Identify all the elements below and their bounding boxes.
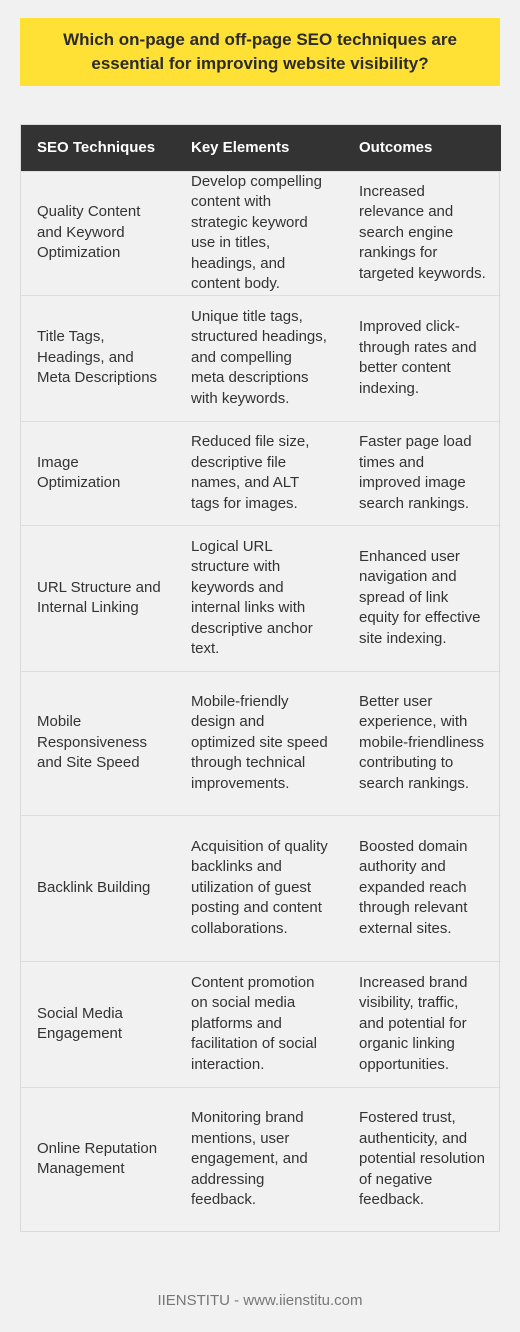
technique-cell: Quality Content and Keyword Optimization (21, 171, 175, 295)
technique-cell: Mobile Responsiveness and Site Speed (21, 671, 175, 815)
key-elements-cell: Unique title tags, structured headings, and compelling meta descriptions with keywords. (175, 295, 343, 421)
table-row (21, 171, 501, 295)
seo-techniques-table (20, 124, 500, 1232)
table-row (21, 295, 501, 421)
column-header-outcomes: Outcomes (343, 125, 501, 171)
technique-cell: Image Optimization (21, 421, 175, 525)
key-elements-cell: Content promotion on social media platforms and facilitation of social interaction. (175, 961, 343, 1087)
table-row (21, 421, 501, 525)
technique-cell: Online Reputation Management (21, 1087, 175, 1231)
key-elements-cell: Acquisition of quality backlinks and utilization of guest posting and content collaborations. (175, 815, 343, 961)
technique-cell: Backlink Building (21, 815, 175, 961)
technique-cell: Social Media Engagement (21, 961, 175, 1087)
key-elements-cell: Mobile-friendly design and optimized site speed through technical improvements. (175, 671, 343, 815)
outcomes-cell: Fostered trust, authenticity, and potential resolution of negative feedback. (343, 1087, 501, 1231)
technique-cell: URL Structure and Internal Linking (21, 525, 175, 671)
footer-credit: IIENSTITU - www.iienstitu.com (157, 1292, 363, 1309)
key-elements-cell: Monitoring brand mentions, user engagement, and addressing feedback. (175, 1087, 343, 1231)
table-header-row (21, 125, 501, 171)
table-row (21, 1087, 501, 1231)
key-elements-cell: Reduced file size, descriptive file names, and ALT tags for images. (175, 421, 343, 525)
outcomes-cell: Increased relevance and search engine rankings for targeted keywords. (343, 171, 501, 295)
outcomes-cell: Increased brand visibility, traffic, and potential for organic linking opportunities. (343, 961, 501, 1087)
outcomes-cell: Faster page load times and improved image search rankings. (343, 421, 501, 525)
technique-cell: Title Tags, Headings, and Meta Descriptions (21, 295, 175, 421)
outcomes-cell: Enhanced user navigation and spread of link equity for effective site indexing. (343, 525, 501, 671)
page-title: Which on-page and off-page SEO techniques are essential for improving website visibility? (20, 18, 500, 86)
table-row (21, 671, 501, 815)
key-elements-cell: Logical URL structure with keywords and internal links with descriptive anchor text. (175, 525, 343, 671)
outcomes-cell: Boosted domain authority and expanded reach through relevant external sites. (343, 815, 501, 961)
key-elements-cell: Develop compelling content with strategic keyword use in titles, headings, and content body. (175, 171, 343, 295)
table-row (21, 815, 501, 961)
outcomes-cell: Improved click-through rates and better content indexing. (343, 295, 501, 421)
table-row (21, 525, 501, 671)
outcomes-cell: Better user experience, with mobile-friendliness contributing to search rankings. (343, 671, 501, 815)
table-row (21, 961, 501, 1087)
column-header-key-elements: Key Elements (175, 125, 343, 171)
column-header-techniques: SEO Techniques (21, 125, 175, 171)
